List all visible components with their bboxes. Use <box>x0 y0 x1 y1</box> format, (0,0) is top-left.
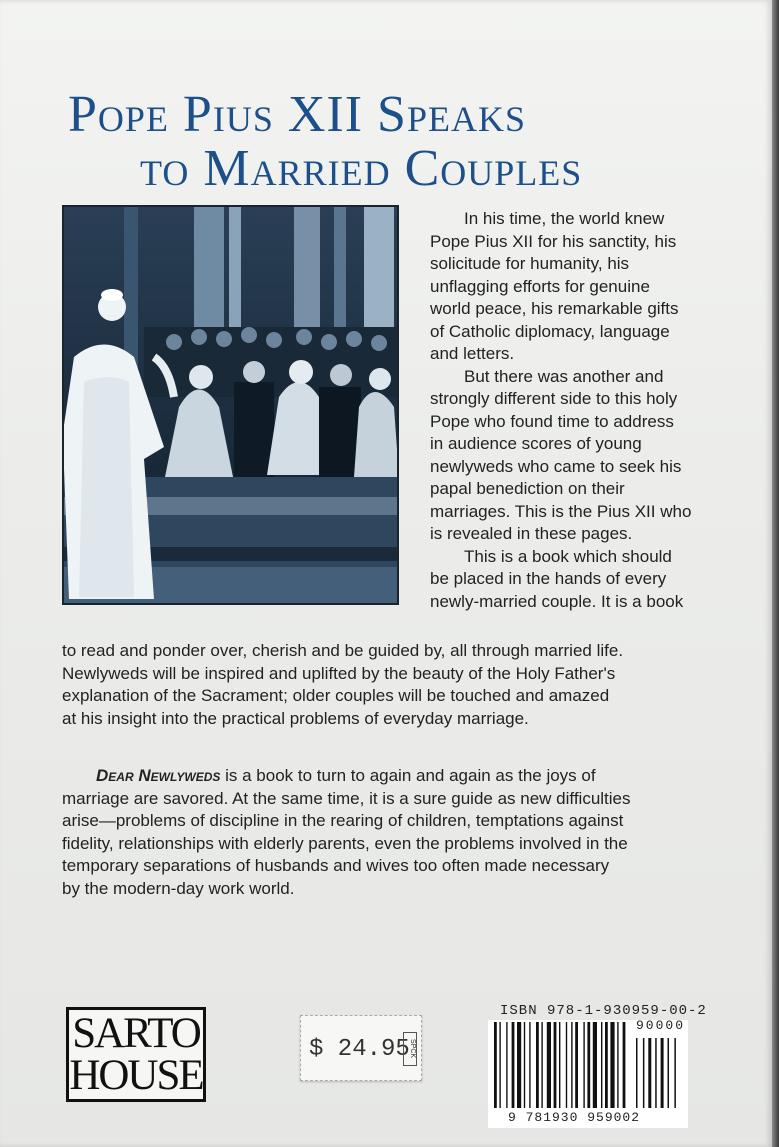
column-text <box>430 208 730 613</box>
book-title-line1: Pope Pius XII Speaks <box>68 86 526 143</box>
column-line: be placed in the hands of every <box>430 569 667 588</box>
addon-bar <box>643 1038 645 1108</box>
publisher-logo <box>66 1007 206 1102</box>
column-line: world peace, his remarkable gifts <box>430 299 679 318</box>
barcode-bar <box>575 1022 578 1108</box>
dear-line: fidelity, relationships with elderly parents, even the problems involved in the <box>62 833 628 853</box>
barcode-digits: 9 781930 959002 <box>508 1110 641 1125</box>
dear-newlyweds-label: Dear Newlyweds <box>96 766 221 785</box>
price-value: $ 24.95 <box>309 1036 410 1063</box>
column-line: and letters. <box>430 344 515 363</box>
dear-line: by the modern-day work world. <box>62 878 295 898</box>
full-line: at his insight into the practical problems of everyday marriage. <box>62 708 529 728</box>
barcode-bar <box>554 1022 557 1108</box>
full-line: Newlyweds will be inspired and uplifted by the beauty of the Holy Father's <box>62 663 616 683</box>
barcode-bar <box>524 1022 525 1108</box>
price-sticker <box>300 1015 422 1081</box>
column-line: solicitude for humanity, his <box>430 254 630 273</box>
barcode-bar <box>529 1022 530 1108</box>
barcode-bar <box>623 1022 626 1108</box>
barcode-bar <box>494 1022 497 1108</box>
barcode-bar <box>547 1022 551 1108</box>
barcode-bar <box>593 1022 597 1108</box>
column-line: unflagging efforts for genuine <box>430 276 650 296</box>
publisher-line2: HOUSE <box>69 1052 203 1099</box>
column-line: of Catholic diplomacy, language <box>430 321 670 341</box>
column-line: newlyweds who came to seek his <box>430 456 682 476</box>
column-line: papal benediction on their <box>430 479 625 498</box>
column-line: In his time, the world knew <box>464 209 665 228</box>
column-line: This is a book which should <box>464 546 672 566</box>
publisher-line1: SARTO <box>72 1010 200 1057</box>
addon-bar <box>661 1038 664 1108</box>
barcode-bar <box>499 1022 500 1108</box>
dear-line: temporary separations of husbands and wives too often made necessary <box>62 856 610 875</box>
full-line: explanation of the Sacrament; older couples will be touched and amazed <box>62 686 610 705</box>
book-title <box>68 88 768 196</box>
cover-photo <box>62 205 399 605</box>
dear-line: marriage are savored. At the same time, it is a sure guide as new difficulties <box>62 788 631 808</box>
dear-newlyweds-paragraph <box>62 765 752 900</box>
dear-line: arise—problems of discipline in the rearing of children, temptations against <box>62 811 624 830</box>
price-tag: SPCK <box>403 1032 417 1066</box>
addon-bar <box>655 1038 657 1108</box>
addon-bar <box>636 1038 638 1108</box>
dear-rest: is a book to turn to again and again as the joys of <box>220 766 596 785</box>
barcode-bar <box>536 1022 539 1108</box>
barcode-bar <box>512 1022 515 1108</box>
barcode-bar <box>605 1022 608 1108</box>
column-line: Pope who found time to address <box>430 411 674 431</box>
isbn-text: ISBN 978-1-930959-00-2 <box>500 1003 707 1019</box>
column-line: in audience scores of young <box>430 434 642 453</box>
barcode-bar <box>506 1022 507 1108</box>
addon-bar <box>648 1038 651 1108</box>
barcode-bar <box>583 1022 584 1108</box>
barcode-bar <box>610 1022 614 1108</box>
barcode-bar <box>559 1022 560 1108</box>
column-line: is revealed in these pages. <box>430 524 633 543</box>
addon-bar <box>674 1038 676 1108</box>
full-line: to read and ponder over, cherish and be guided by, all through married life. <box>62 641 624 660</box>
column-line: But there was another and <box>464 366 664 386</box>
book-spine-edge <box>772 0 779 1147</box>
column-line: strongly different side to this holy <box>430 389 678 408</box>
dear-line-first <box>62 765 752 788</box>
barcode-bar <box>571 1022 572 1108</box>
barcode-bar <box>541 1022 542 1108</box>
barcode-bar <box>587 1022 590 1108</box>
barcode-bar <box>566 1022 567 1108</box>
addon-code: 90000 <box>636 1018 686 1033</box>
full-width-text <box>62 640 752 730</box>
barcode-bar <box>517 1022 521 1108</box>
addon-bar <box>668 1038 670 1108</box>
column-line: marriages. This is the Pius XII who <box>430 501 692 521</box>
barcode-bar <box>617 1022 618 1108</box>
column-line: Pope Pius XII for his sanctity, his <box>430 231 677 251</box>
column-line: newly-married couple. It is a book <box>430 591 684 611</box>
book-title-line2: to Married Couples <box>140 140 583 197</box>
barcode-bar <box>601 1022 602 1108</box>
